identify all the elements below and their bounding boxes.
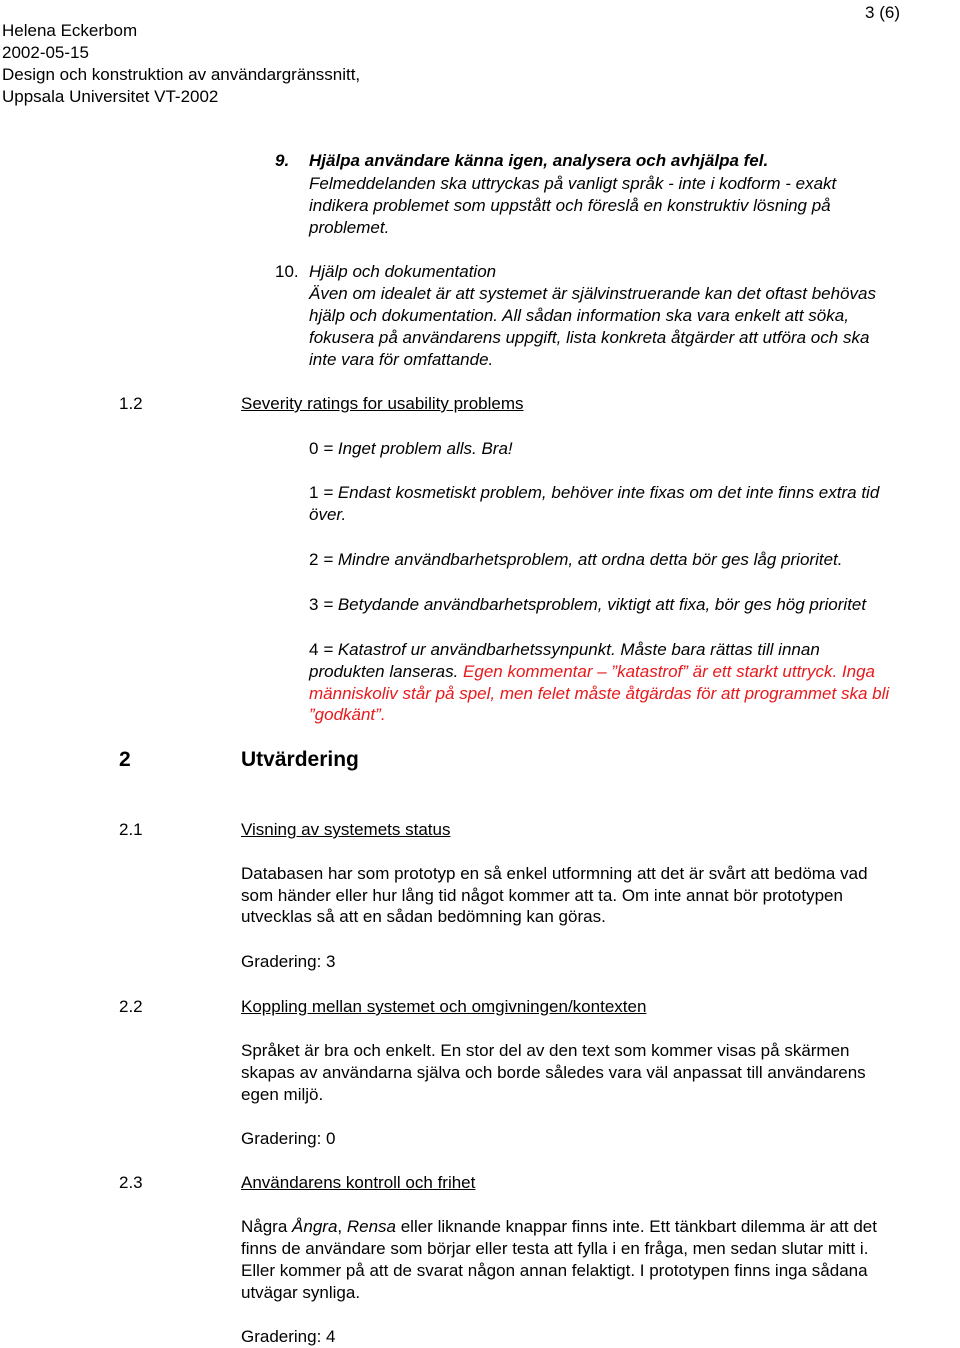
rating-1-line2: över. [309,505,347,524]
header-course: Design och konstruktion av användargränssnitt, [2,65,361,84]
s22-line1a: Språket är bra och enkelt. [241,1041,436,1060]
s21-grading: Gradering: 3 [241,952,336,971]
rating-1-text: = Endast kosmetiskt problem, behöver inte fixas om det inte finns extra tid [318,483,880,502]
item10-line2b: All sådan information ska vara enkelt att söka, [502,306,849,325]
item10-line3: fokusera på användarens uppgift, lista konkreta åtgärder att utföra och ska [309,328,870,347]
rating-0 [309,438,513,460]
rating-2-text: = Mindre användbarhetsproblem, att ordna detta bör ges låg prioritet. [318,550,843,569]
item9-line3: problemet. [309,218,390,237]
item9-line1: Felmeddelanden ska uttryckas på vanligt språk - inte i kodform - exakt [309,174,837,193]
s23-line3: Eller kommer på att de svarat någon annan felaktigt. I prototypen finns inga sådana [241,1261,868,1280]
s21-line2a: som händer eller hur lång tid något kommer att ta. [241,886,618,905]
item9-title: Hjälpa användare känna igen, analysera och avhjälpa fel. [309,151,769,170]
rating-3-text: = Betydande användbarhetsproblem, viktigt att fixa, bör ges hög prioritet [318,595,867,614]
item10-line1: Även om idealet är att systemet är självinstruerande kan det oftast behövas [309,284,876,303]
page-number: 3 (6) [865,3,900,22]
rating-1 [309,482,879,504]
s23-title: Användarens kontroll och frihet [241,1173,476,1192]
s21-number: 2.1 [119,820,143,839]
s23-l1a: Några [241,1217,293,1236]
s23-l1e: eller liknande knappar finns inte. Ett tänkbart dilemma är att det [396,1217,877,1236]
s23-line1 [241,1216,877,1238]
s23-l1b: Ångra [292,1217,338,1236]
header-author: Helena Eckerbom [2,21,138,40]
rating-0-text: = Inget problem alls. Bra! [318,439,513,458]
rating-2-num: 2 [309,550,319,569]
item10-line2a: hjälp och dokumentation. [309,306,499,325]
s22-grading: Gradering: 0 [241,1129,336,1148]
rating-3-num: 3 [309,595,319,614]
s23-grading: Gradering: 4 [241,1327,336,1346]
s22-number: 2.2 [119,997,143,1016]
s23-l1c: , [337,1217,347,1236]
rating-4 [309,639,820,661]
s21-title: Visning av systemets status [241,820,451,839]
item9-number: 9. [275,151,290,170]
item10-title: Hjälp och dokumentation [309,262,497,281]
section12-title: Severity ratings for usability problems [241,394,524,413]
item10-line2 [309,305,849,327]
s23-number: 2.3 [119,1173,143,1192]
s22-line1b: En stor del av den text som kommer visas på skärmen [435,1041,850,1060]
own-comment: Egen kommentar – ”katastrof” är ett starkt uttryck. Inga [458,662,875,681]
section2-number: 2 [119,748,131,771]
rating-0-num: 0 [309,439,319,458]
rating-3 [309,594,866,616]
s21-line2b: Om inte annat bör prototypen [617,886,843,905]
rating-2 [309,549,842,571]
header-university: Uppsala Universitet VT-2002 [2,87,219,106]
item10-number: 10. [275,262,299,281]
rating-1-num: 1 [309,483,319,502]
section12-number: 1.2 [119,394,143,413]
rating-4-num: 4 [309,640,319,659]
rating-4-line2a: produkten lanseras. [309,662,459,681]
rating-4-line2 [309,661,875,683]
s23-l1d: Rensa [346,1217,396,1236]
section2-title: Utvärdering [241,748,359,771]
own-comment-line2: människoliv står på spel, men felet måste åtgärdas för att programmet ska bli [309,684,890,703]
s21-line3: utvecklas så att en sådan bedömning kan göras. [241,907,606,926]
item9-line2: indikera problemet som uppstått och föreslå en konstruktiv lösning på [309,196,831,215]
s22-line3: egen miljö. [241,1085,324,1104]
item10-line4: inte vara för omfattande. [309,350,494,369]
s21-line1: Databasen har som prototyp en så enkel utformning att det är svårt att bedöma vad [241,864,868,883]
header-date: 2002-05-15 [2,43,89,62]
s22-line1 [241,1040,850,1062]
s22-title: Koppling mellan systemet och omgivningen/kontexten [241,997,647,1016]
s21-line2 [241,885,843,907]
own-comment-line3: ”godkänt”. [309,705,386,724]
s23-line2: finns de användare som börjar eller testa att fylla i en fråga, men sedan slutar mitt i. [241,1239,869,1258]
s23-line4: utvägar synliga. [241,1283,361,1302]
rating-4-text: = Katastrof ur användbarhetssynpunkt. Måste bara rättas till innan [318,640,820,659]
s22-line2: skapas av användarna själva och borde således vara väl anpassat till användarens [241,1063,866,1082]
